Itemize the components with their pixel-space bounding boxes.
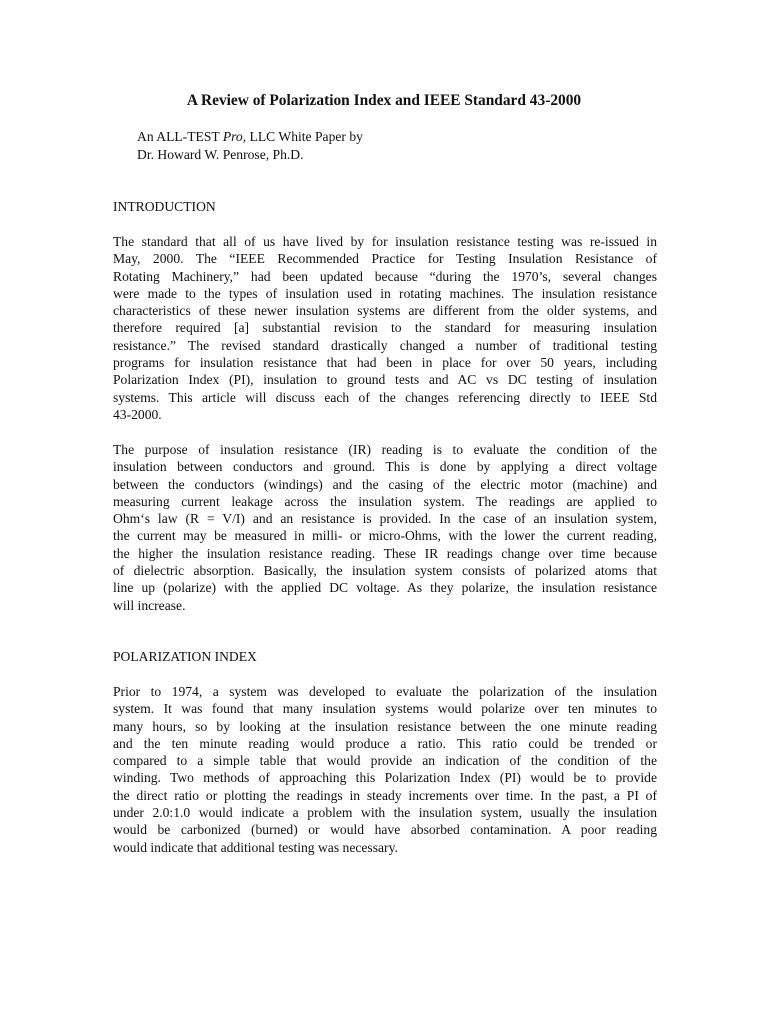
paragraph-line: would indicate that additional testing was necessary. — [113, 839, 398, 855]
paragraph-line: 43-2000. — [113, 406, 162, 422]
paragraph-line: compared to a simple table that would provide an indication of the condition of the — [113, 753, 657, 769]
paragraph-line: would be carbonized (burned) or would have absorbed contamination. A poor reading — [113, 822, 657, 838]
paragraph-line: under 2.0:1.0 would indicate a problem with the insulation system, usually the insulation — [113, 805, 657, 821]
paragraph-line: systems. This article will discuss each of the changes referencing directly to IEEE Std — [113, 389, 657, 405]
byline-line-1 — [137, 128, 363, 146]
paragraph-line: Prior to 1974, a system was developed to evaluate the polarization of the insulation — [113, 684, 657, 699]
paragraph-line: characteristics of these newer insulation systems are different from the older systems, and — [113, 303, 657, 319]
paragraph-line: will increase. — [113, 597, 186, 613]
paragraph-line: resistance.” The revised standard drastically changed a number of traditional testing — [113, 337, 657, 353]
paragraph-intro-2 — [113, 441, 657, 614]
byline-author: Dr. Howard W. Penrose, Ph.D. — [137, 147, 304, 162]
paragraph-line: the higher the insulation resistance reading. These IR readings change over time because — [113, 545, 657, 561]
section-heading-polarization-index: POLARIZATION INDEX — [113, 649, 257, 664]
paragraph-line: Ohm‘s law (R = V/I) and an resistance is provided. In the case of an insulation system, — [113, 511, 657, 527]
paragraph-line: winding. Two methods of approaching this Polarization Index (PI) would be to provide — [113, 770, 657, 786]
byline-italic-pro: Pro — [222, 129, 243, 144]
paragraph-line: Polarization Index (PI), insulation to ground tests and AC vs DC testing of insulation — [113, 372, 657, 388]
paragraph-line: and the ten minute reading would produce a ratio. This ratio could be trended or — [113, 735, 657, 751]
paragraph-polarization-1 — [113, 683, 657, 856]
paragraph-intro-1 — [113, 233, 657, 423]
paragraph-line: were made to the types of insulation used in rotating machines. The insulation resistance — [113, 285, 657, 301]
paragraph-line: measuring current leakage across the insulation system. The readings are applied to — [113, 493, 657, 509]
paragraph-line: line up (polarize) with the applied DC voltage. As they polarize, the insulation resistance — [113, 580, 657, 596]
paragraph-line: many hours, so by looking at the insulation resistance between the one minute reading — [113, 718, 657, 734]
paragraph-line: programs for insulation resistance that had been in place for over 50 years, including — [113, 355, 657, 371]
paragraph-line: insulation between conductors and ground. This is done by applying a direct voltage — [113, 459, 657, 475]
paragraph-line: between the conductors (windings) and the casing of the electric motor (machine) and — [113, 476, 657, 492]
paragraph-line: the current may be measured in milli- or micro-Ohms, with the lower the current reading, — [113, 528, 657, 544]
paragraph-line: the direct ratio or plotting the readings in steady increments over time. In the past, a PI of — [113, 787, 657, 803]
byline — [137, 128, 363, 164]
paragraph-line: May, 2000. The “IEEE Recommended Practice for Testing Insulation Resistance of — [113, 251, 657, 267]
paragraph-line: The purpose of insulation resistance (IR) reading is to evaluate the condition of the — [113, 442, 657, 457]
paragraph-line: system. It was found that many insulation systems would polarize over ten minutes to — [113, 701, 657, 717]
paragraph-line: Rotating Machinery,” had been updated because “during the 1970’s, several changes — [113, 268, 657, 284]
paragraph-line: therefore required [a] substantial revision to the standard for measuring insulation — [113, 320, 657, 336]
section-heading-introduction: INTRODUCTION — [113, 199, 216, 214]
paragraph-line: The standard that all of us have lived by for insulation resistance testing was re-issued in — [113, 234, 657, 249]
byline-prefix: An ALL-TEST — [137, 129, 223, 144]
byline-suffix: , LLC White Paper by — [242, 129, 363, 144]
document-title: A Review of Polarization Index and IEEE Standard 43-2000 — [186, 92, 582, 109]
paragraph-line: of dielectric absorption. Basically, the insulation system consists of polarized atoms that — [113, 563, 657, 579]
